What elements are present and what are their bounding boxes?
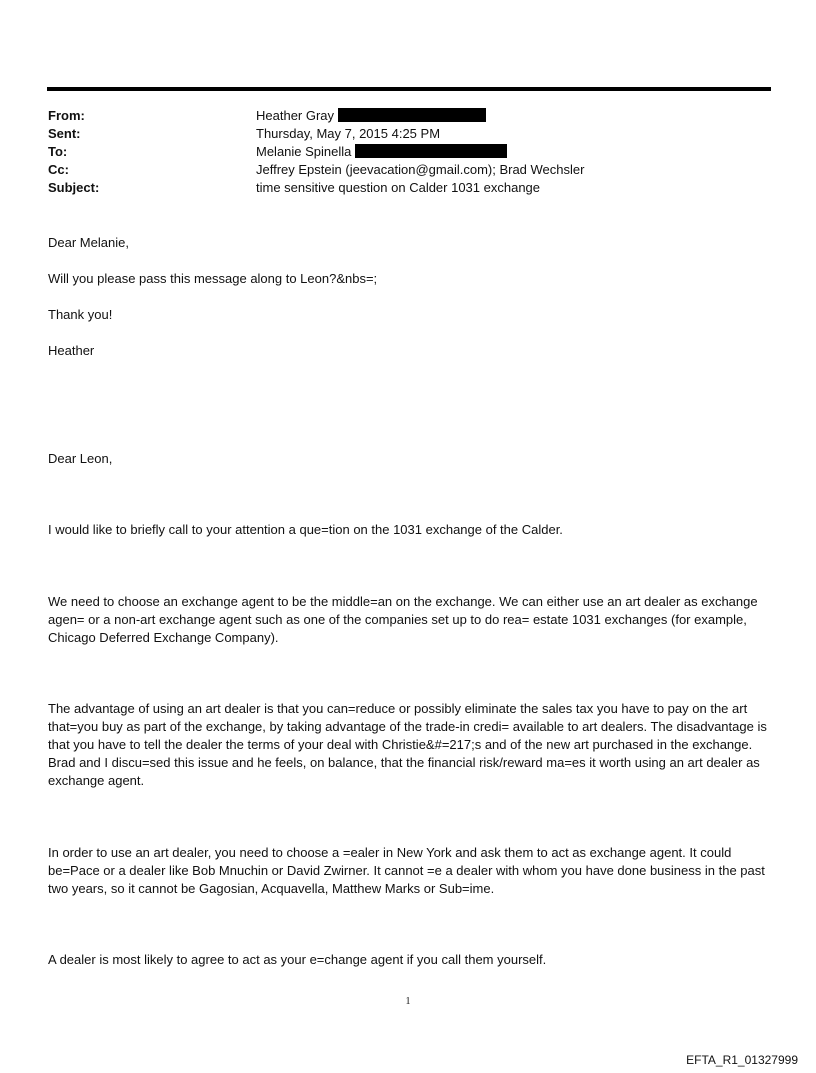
subject-value: time sensitive question on Calder 1031 exchange (256, 180, 541, 195)
advantage-paragraph: The advantage of using an art dealer is that you can=reduce or possibly eliminate the sales tax you have to pay on the art that=you buy as part of the exchange, by taking advantage of the trade-in credi= available to art dealers. The disadvantage is that you have to tell the dealer the terms of your deal with Christie&#=217;s and of the new art purchased in the exchange. Brad and I discu=sed this issue and he feels, on balance, that the financial risk/reward ma=es it worth using an art dealer as exchange agent. (48, 701, 767, 788)
cc-label: Cc: (48, 162, 69, 177)
redaction-bar (338, 108, 486, 122)
to-label: To: (48, 144, 68, 159)
header-rule (47, 87, 771, 91)
to-value (256, 143, 507, 161)
call-dealer-paragraph: A dealer is most likely to agree to act as your e=change agent if you call them yourself. (48, 952, 547, 967)
document-id: EFTA_R1_01327999 (686, 1053, 798, 1067)
from-label: From: (48, 108, 85, 123)
subject-label: Subject: (48, 180, 100, 195)
to-name: Melanie Spinella (256, 144, 352, 159)
signature-heather: Heather (48, 343, 95, 358)
redaction-bar (355, 144, 507, 158)
thanks-line: Thank you! (48, 307, 113, 322)
page-number: 1 (405, 996, 411, 1007)
from-name: Heather Gray (256, 108, 335, 123)
from-value (256, 107, 486, 125)
exchange-agent-paragraph: We need to choose an exchange agent to be the middle=an on the exchange. We can either use an art dealer as exchange agen= or a non-art exchange agent such as one of the companies set up to do rea= estate 1031 exchanges (for example, Chicago Deferred Exchange Company). (48, 594, 758, 645)
greeting-leon: Dear Leon, (48, 451, 113, 466)
sent-value: Thursday, May 7, 2015 4:25 PM (256, 126, 441, 141)
intro-paragraph: I would like to briefly call to your attention a que=tion on the 1031 exchange of the Calder. (48, 522, 563, 537)
greeting-melanie: Dear Melanie, (48, 235, 129, 250)
request-paragraph: Will you please pass this message along to Leon?&nbs=; (48, 271, 378, 286)
dealer-choice-paragraph: In order to use an art dealer, you need to choose a =ealer in New York and ask them to act as exchange agent. It could be=Pace or a dealer like Bob Mnuchin or David Zwirner. It cannot =e a dealer with whom you have done business in the past two years, so it cannot be Gagosian, Acquavella, Matthew Marks or Sub=ime. (48, 845, 765, 896)
sent-label: Sent: (48, 126, 81, 141)
cc-value: Jeffrey Epstein (jeevacation@gmail.com); Brad Wechsler (256, 162, 585, 177)
